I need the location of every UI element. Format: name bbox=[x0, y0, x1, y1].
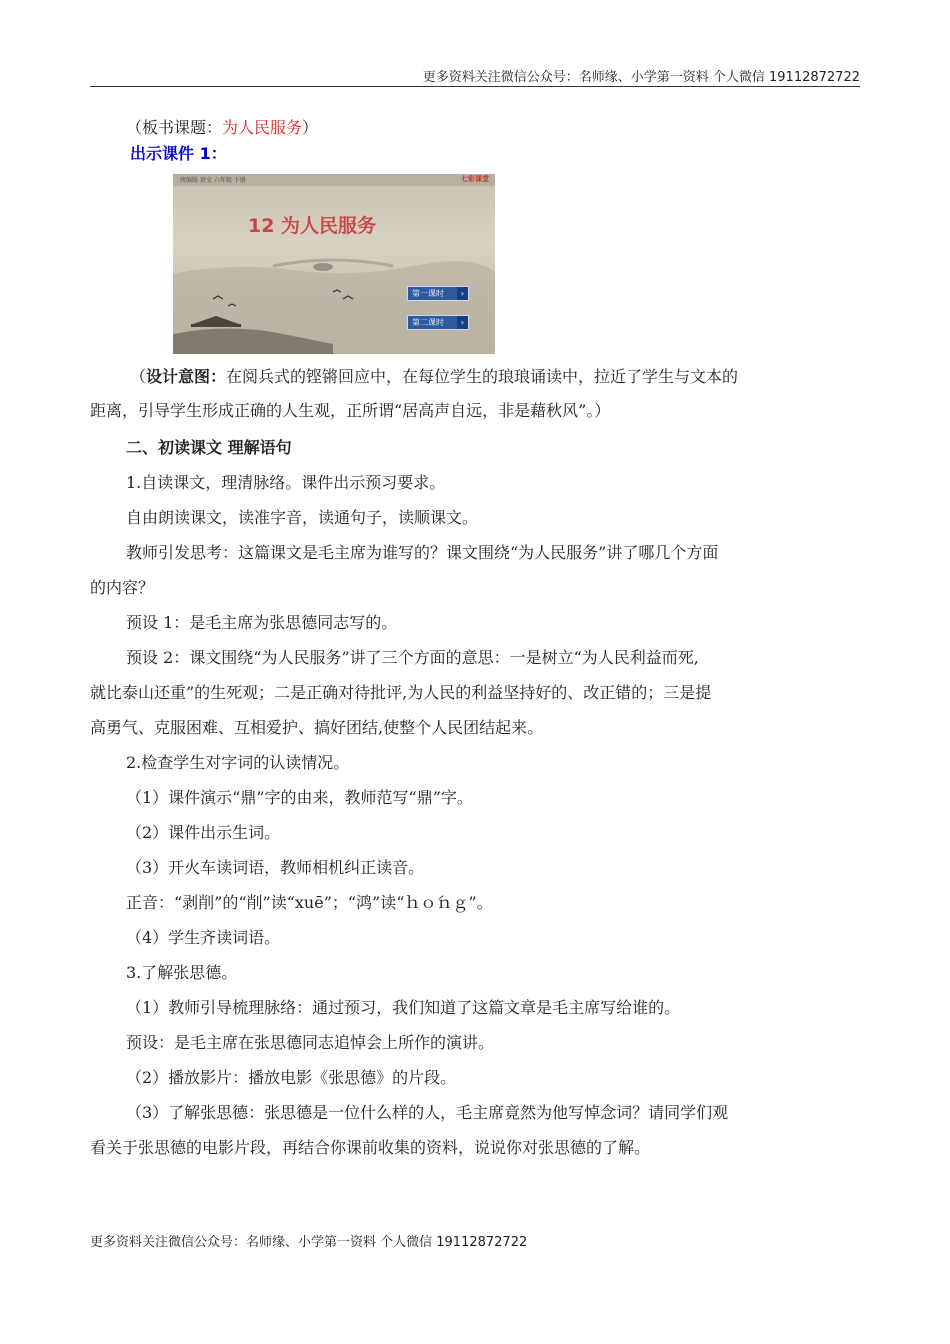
design-intent-text-1: 在阅兵式的铿锵回应中，在每位学生的琅琅诵读中，拉近了学生与文本的 bbox=[226, 367, 739, 386]
board-title-text: 为人民服务 bbox=[222, 118, 303, 137]
body-line: 预设：是毛主席在张思德同志追悼会上所作的演讲。 bbox=[126, 1033, 495, 1052]
body-line: 教师引发思考：这篇课文是毛主席为谁写的？课文围绕“为人民服务”讲了哪几个方面 bbox=[126, 543, 719, 562]
slide-logo: 七彩课堂 bbox=[461, 175, 489, 183]
body-line: 自由朗读课文，读准字音，读通句子，读顺课文。 bbox=[126, 508, 479, 527]
design-intent-label: 设计意图： bbox=[146, 367, 227, 386]
slide-button-label: 第一课时 bbox=[412, 289, 444, 298]
slide-title: 12 为人民服务 bbox=[248, 215, 377, 237]
design-intent-open: （ bbox=[130, 367, 147, 386]
chevron-right-icon: › bbox=[457, 287, 468, 300]
header-divider bbox=[90, 86, 860, 87]
body-line: 2.检查学生对字词的认读情况。 bbox=[126, 753, 350, 772]
body-line: （2）课件出示生词。 bbox=[126, 823, 281, 842]
page-header: 更多资料关注微信公众号：名师缘、小学第一资料 个人微信 19112872722 bbox=[422, 70, 860, 85]
body-line: 就比泰山还重”的生死观；二是正确对待批评,为人民的利益坚持好的、改正错的；三是提 bbox=[90, 683, 712, 702]
body-line: 看关于张思德的电影片段，再结合你课前收集的资料，说说你对张思德的了解。 bbox=[90, 1138, 651, 1157]
courseware-slide-image bbox=[173, 174, 495, 354]
body-line: （1）教师引导梳理脉络：通过预习，我们知道了这篇文章是毛主席写给谁的。 bbox=[126, 998, 681, 1017]
body-line: （4）学生齐读词语。 bbox=[126, 928, 281, 947]
courseware-label: 出示课件 1： bbox=[130, 144, 227, 163]
body-line: 预设 2：课文围绕“为人民服务”讲了三个方面的意思：一是树立“为人民利益而死, bbox=[126, 648, 699, 667]
board-title-prefix: （板书课题： bbox=[126, 118, 223, 137]
chevron-right-icon: › bbox=[457, 316, 468, 329]
board-title bbox=[126, 118, 896, 138]
page-footer: 更多资料关注微信公众号：名师缘、小学第一资料 个人微信 19112872722 bbox=[90, 1235, 528, 1250]
design-intent-line-1 bbox=[130, 367, 900, 387]
body-line: 1.自读课文，理清脉络。课件出示预习要求。 bbox=[126, 473, 446, 492]
body-line: 正音：“剥削”的“削”读“xuē”；“鸿”读“ｈｏ́ｎｇ”。 bbox=[126, 893, 493, 912]
body-line: （3）了解张思德：张思德是一位什么样的人，毛主席竟然为他写悼念词？请同学们观 bbox=[126, 1103, 729, 1122]
body-line: （3）开火车读词语，教师相机纠正读音。 bbox=[126, 858, 425, 877]
body-line: 3.了解张思德。 bbox=[126, 963, 238, 982]
section-heading: 二、初读课文 理解语句 bbox=[126, 438, 292, 457]
slide-button-lesson-2 bbox=[407, 315, 469, 330]
body-line: 高勇气、克服困难、互相爱护、搞好团结,使整个人民团结起来。 bbox=[90, 718, 544, 737]
design-intent-line-2: 距离，引导学生形成正确的人生观，正所谓“居高声自远，非是藉秋风”。） bbox=[90, 401, 611, 420]
board-title-suffix: ） bbox=[302, 118, 319, 137]
slide-button-lesson-1 bbox=[407, 286, 469, 301]
slide-button-label: 第二课时 bbox=[412, 318, 444, 327]
body-line: 预设 1：是毛主席为张思德同志写的。 bbox=[126, 613, 398, 632]
body-line: 的内容？ bbox=[90, 578, 155, 597]
body-line: （2）播放影片：播放电影《张思德》的片段。 bbox=[126, 1068, 457, 1087]
slide-breadcrumb: 统编版 语文 六年级 下册 bbox=[180, 177, 246, 184]
body-line: （1）课件演示“鼎”字的由来，教师范写“鼎”字。 bbox=[126, 788, 473, 807]
